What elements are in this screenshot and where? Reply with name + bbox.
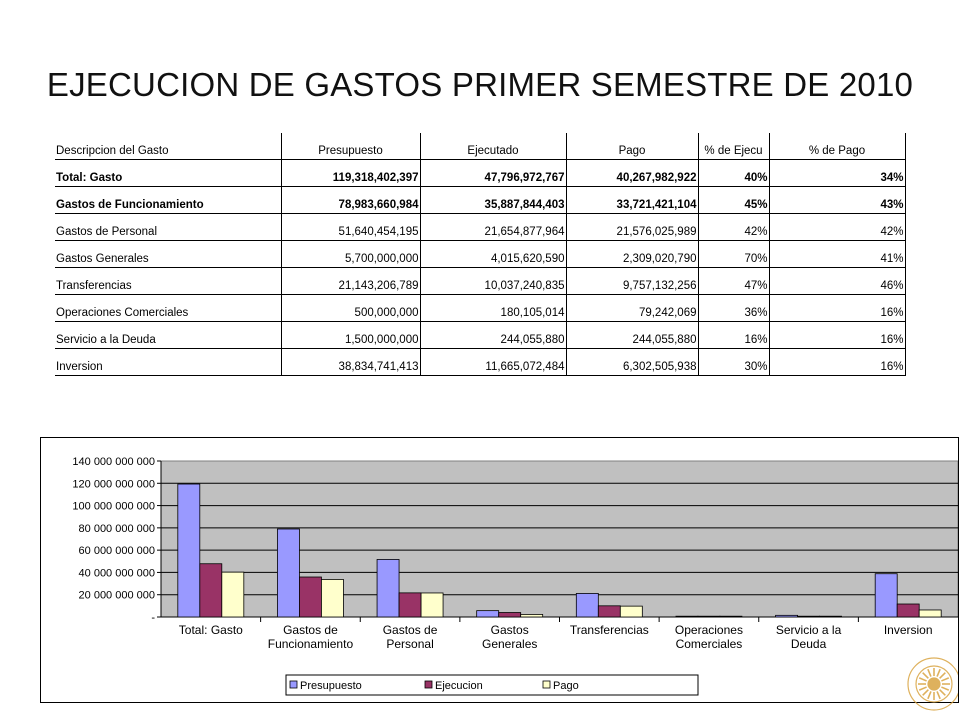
cell-pct-ejecucion: 36% bbox=[698, 295, 769, 322]
cell-pct-pago: 42% bbox=[769, 214, 905, 241]
cell-pct-pago: 43% bbox=[769, 187, 905, 214]
seal-ray bbox=[923, 673, 929, 679]
bar-pago bbox=[521, 614, 543, 617]
seal-ray bbox=[928, 669, 931, 676]
cell-pct-ejecucion: 30% bbox=[698, 349, 769, 376]
bar-ejecucion bbox=[200, 564, 222, 617]
cell-descripcion: Servicio a la Deuda bbox=[55, 322, 281, 349]
seal-ray bbox=[941, 687, 948, 690]
bar-ejecucion bbox=[499, 613, 521, 617]
seal-ray bbox=[919, 678, 926, 681]
cell-descripcion: Operaciones Comerciales bbox=[55, 295, 281, 322]
legend-swatch-ejecucion bbox=[425, 681, 432, 688]
cell-ejecutado: 35,887,844,403 bbox=[420, 187, 566, 214]
bar-presupuesto bbox=[178, 484, 200, 617]
x-tick-label: Gastos de bbox=[283, 623, 338, 637]
bar-ejecucion bbox=[897, 604, 919, 617]
y-tick-label: 60 000 000 000 bbox=[78, 545, 155, 558]
bar-ejecucion bbox=[399, 593, 421, 617]
cell-presupuesto: 51,640,454,195 bbox=[281, 214, 420, 241]
y-tick-label: 20 000 000 000 bbox=[78, 589, 155, 602]
x-tick-label: Generales bbox=[482, 637, 538, 651]
cell-pct-ejecucion: 47% bbox=[698, 268, 769, 295]
table-row bbox=[55, 214, 905, 241]
bar-pago bbox=[820, 616, 842, 617]
cell-pct-ejecucion: 16% bbox=[698, 322, 769, 349]
bar-ejecucion bbox=[598, 606, 620, 617]
cell-pago: 33,721,421,104 bbox=[566, 187, 698, 214]
y-tick-label: 80 000 000 000 bbox=[78, 522, 155, 535]
cell-pago: 2,309,020,790 bbox=[566, 241, 698, 268]
cell-ejecutado: 21,654,877,964 bbox=[420, 214, 566, 241]
bar-pago bbox=[919, 610, 941, 617]
y-tick-label: 40 000 000 000 bbox=[78, 567, 155, 580]
legend-label-ejecucion: Ejecucion bbox=[435, 680, 483, 692]
y-tick-label: 140 000 000 000 bbox=[72, 456, 155, 468]
x-tick-label: Comerciales bbox=[675, 637, 743, 651]
cell-pct-pago: 16% bbox=[769, 295, 905, 322]
seal-ray bbox=[941, 678, 948, 681]
cell-presupuesto: 500,000,000 bbox=[281, 295, 420, 322]
cell-pago: 21,576,025,989 bbox=[566, 214, 698, 241]
cell-presupuesto: 1,500,000,000 bbox=[281, 322, 420, 349]
cell-presupuesto: 5,700,000,000 bbox=[281, 241, 420, 268]
bar-presupuesto bbox=[776, 615, 798, 617]
table-row bbox=[55, 187, 905, 214]
bar-presupuesto bbox=[676, 616, 698, 617]
x-tick-label: Gastos bbox=[490, 623, 529, 637]
table-row bbox=[55, 295, 905, 322]
seal-ray bbox=[940, 690, 946, 696]
cell-pago: 9,757,132,256 bbox=[566, 268, 698, 295]
cell-ejecutado: 10,037,240,835 bbox=[420, 268, 566, 295]
page-title: EJECUCION DE GASTOS PRIMER SEMESTRE DE 2010 bbox=[46, 66, 914, 103]
cell-descripcion: Gastos Generales bbox=[55, 241, 281, 268]
y-tick-label: - bbox=[151, 612, 155, 624]
budget-table bbox=[55, 133, 906, 376]
cell-pago: 6,302,505,938 bbox=[566, 349, 698, 376]
cell-ejecutado: 47,796,972,767 bbox=[420, 160, 566, 187]
x-tick-label: Total: Gasto bbox=[178, 623, 243, 637]
table-row bbox=[55, 349, 905, 376]
cell-presupuesto: 78,983,660,984 bbox=[281, 187, 420, 214]
bar-chart-svg bbox=[41, 438, 958, 702]
cell-ejecutado: 244,055,880 bbox=[420, 322, 566, 349]
university-seal-icon bbox=[902, 644, 958, 718]
cell-descripcion: Gastos de Funcionamiento bbox=[55, 187, 281, 214]
cell-presupuesto: 119,318,402,397 bbox=[281, 160, 420, 187]
bar-presupuesto bbox=[477, 611, 499, 617]
seal-ray bbox=[937, 669, 940, 676]
bar-pago bbox=[321, 579, 343, 617]
cell-ejecutado: 180,105,014 bbox=[420, 295, 566, 322]
x-tick-label: Deuda bbox=[790, 637, 827, 651]
cell-pct-pago: 41% bbox=[769, 241, 905, 268]
x-tick-label: Transferencias bbox=[569, 623, 649, 637]
header-pct-ejecucion: % de Ejecu bbox=[698, 133, 769, 160]
table-row bbox=[55, 160, 905, 187]
bar-pago bbox=[620, 606, 642, 617]
cell-pago: 40,267,982,922 bbox=[566, 160, 698, 187]
header-pago: Pago bbox=[566, 133, 698, 160]
header-descripcion: Descripcion del Gasto bbox=[55, 133, 281, 160]
header-presupuesto: Presupuesto bbox=[281, 133, 420, 160]
legend-label-presupuesto: Presupuesto bbox=[300, 680, 362, 692]
cell-pct-pago: 34% bbox=[769, 160, 905, 187]
cell-ejecutado: 4,015,620,590 bbox=[420, 241, 566, 268]
cell-pct-pago: 16% bbox=[769, 349, 905, 376]
x-tick-label: Personal bbox=[386, 637, 434, 651]
seal-ray bbox=[923, 690, 929, 696]
bar-presupuesto bbox=[377, 559, 399, 617]
cell-pct-ejecucion: 40% bbox=[698, 160, 769, 187]
cell-descripcion: Gastos de Personal bbox=[55, 214, 281, 241]
cell-descripcion: Inversion bbox=[55, 349, 281, 376]
table-row bbox=[55, 268, 905, 295]
x-tick-label: Inversion bbox=[883, 623, 933, 637]
x-tick-label: Gastos de bbox=[382, 623, 438, 637]
bar-pago bbox=[222, 572, 244, 617]
x-tick-label: Servicio a la bbox=[775, 623, 842, 637]
seal-ray bbox=[928, 691, 931, 698]
legend-label-pago: Pago bbox=[553, 680, 579, 692]
y-tick-label: 100 000 000 000 bbox=[72, 500, 155, 513]
cell-pago: 244,055,880 bbox=[566, 322, 698, 349]
cell-pct-pago: 46% bbox=[769, 268, 905, 295]
legend-swatch-pago bbox=[543, 681, 550, 688]
table-row bbox=[55, 241, 905, 268]
cell-ejecutado: 11,665,072,484 bbox=[420, 349, 566, 376]
table-row bbox=[55, 322, 905, 349]
header-ejecutado: Ejecutado bbox=[420, 133, 566, 160]
cell-descripcion: Total: Gasto bbox=[55, 160, 281, 187]
cell-descripcion: Transferencias bbox=[55, 268, 281, 295]
cell-presupuesto: 21,143,206,789 bbox=[281, 268, 420, 295]
bar-presupuesto bbox=[277, 529, 299, 617]
bar-ejecucion bbox=[299, 577, 321, 617]
cell-pago: 79,242,069 bbox=[566, 295, 698, 322]
cell-presupuesto: 38,834,741,413 bbox=[281, 349, 420, 376]
x-tick-label: Operaciones bbox=[674, 623, 743, 637]
cell-pct-ejecucion: 70% bbox=[698, 241, 769, 268]
legend-swatch-presupuesto bbox=[290, 681, 297, 688]
seal-ray bbox=[940, 673, 946, 679]
seal-ray bbox=[919, 687, 926, 690]
bar-presupuesto bbox=[875, 574, 897, 617]
x-tick-label: Funcionamiento bbox=[267, 637, 354, 651]
budget-table-body bbox=[55, 133, 905, 376]
table-header-row bbox=[55, 133, 905, 160]
bar-chart bbox=[40, 437, 959, 703]
cell-pct-ejecucion: 45% bbox=[698, 187, 769, 214]
bar-presupuesto bbox=[576, 593, 598, 617]
bar-pago bbox=[720, 616, 742, 617]
cell-pct-pago: 16% bbox=[769, 322, 905, 349]
y-tick-label: 120 000 000 000 bbox=[72, 478, 155, 491]
bar-ejecucion bbox=[698, 616, 720, 617]
header-pct-pago: % de Pago bbox=[769, 133, 905, 160]
seal-ray bbox=[937, 691, 940, 698]
bar-pago bbox=[421, 593, 443, 617]
cell-pct-ejecucion: 42% bbox=[698, 214, 769, 241]
bar-ejecucion bbox=[798, 616, 820, 617]
